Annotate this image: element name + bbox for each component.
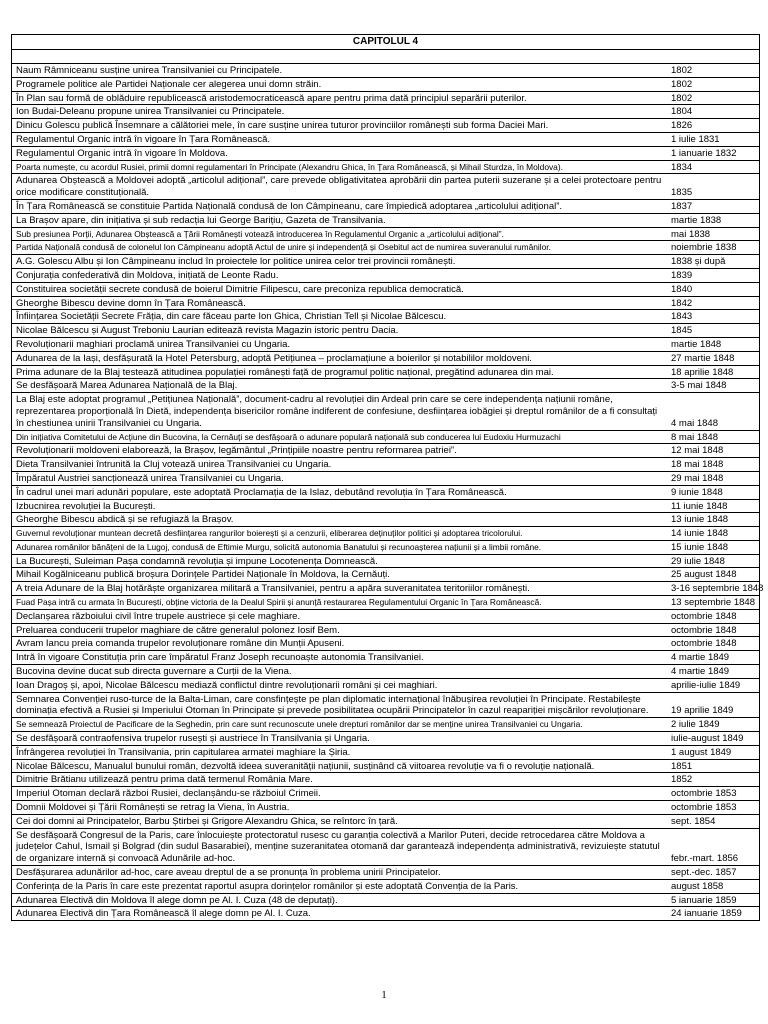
event-date: 8 mai 1848 [671, 431, 719, 443]
table-row [12, 105, 759, 119]
table-row [12, 174, 759, 200]
table-row [12, 866, 759, 880]
event-text: Sub presiunea Porții, Adunarea Obștească a Țării Românești votează introducerea în Regulamentul Organic a „articolului adițional”. [16, 228, 504, 239]
event-date: 1 iulie 1831 [671, 133, 720, 145]
table-row [12, 92, 759, 106]
event-text: Preluarea conducerii trupelor maghiare de către generalul polonez Iosif Bem. [16, 624, 340, 636]
event-text: Prima adunare de la Blaj testează atitudinea populației românești față de programul politic național, pregătind adunarea din mai. [16, 366, 554, 378]
table-row [12, 527, 759, 541]
event-text: A treia Adunare de la Blaj hotărăște organizarea militară a Transilvaniei, pentru a apăra suveranitatea teritoriilor românești. [16, 583, 530, 595]
event-text: Imperiul Otoman declară război Rusiei, declanșându-se războiul Crimeii. [16, 788, 321, 800]
event-date: 9 iunie 1848 [671, 486, 723, 498]
event-text: Domnii Moldovei și Țării Românești se retrag la Viena, în Austria. [16, 802, 290, 814]
event-text: Nicolae Bălcescu și August Treboniu Laurian editează revista Magazin istoric pentru Dacia. [16, 325, 399, 337]
event-text: Cei doi domni ai Principatelor, Barbu Știrbei și Grigore Alexandru Ghica, se reîntorc în țară. [16, 815, 398, 827]
event-text: Se semnează Proiectul de Pacificare de la Seghedin, prin care sunt recunoscute unele drepturi românilor dar se menține unirea Transilvaniei cu Ungaria. [16, 719, 583, 730]
table-row [12, 637, 759, 651]
event-text: Regulamentul Organic intră în vigoare în Țara Românească. [16, 133, 270, 145]
event-text: Naum Râmniceanu susține unirea Transilvaniei cu Principatele. [16, 65, 283, 76]
event-text: Declanșarea războiului civil între trupele austriece și cele maghiare. [16, 610, 301, 622]
event-date: august 1858 [671, 880, 724, 892]
event-text: Se desfășoară contraofensiva trupelor rusești și austriece în Transilvania și Ungaria. [16, 733, 370, 745]
table-row [12, 582, 764, 596]
event-date: 1802 [671, 92, 693, 104]
event-date: 13 iunie 1848 [671, 514, 729, 526]
event-date: octombrie 1848 [671, 638, 737, 650]
event-date: 1851 [671, 760, 693, 772]
table-row [12, 324, 759, 338]
event-date: 1802 [671, 78, 693, 90]
event-date: 1838 și după [671, 256, 726, 268]
event-text: Fuad Pașa intră cu armata în București, obține victoria de la Dealul Spirii și anunță restaurarea Regulamentului Organic în Țara Românească. [16, 597, 542, 608]
event-text: Ion Budai-Deleanu propune unirea Transilvaniei cu Principatele. [16, 106, 285, 118]
event-text: Adunarea românilor bănățeni de la Lugoj, condusă de Eftimie Murgu, solicită autonomia Banatului și recunoașterea națiunii și a limbii române. [16, 541, 542, 552]
table-row [12, 228, 759, 242]
event-text: Adunarea Obștească a Moldovei adoptă „articolul adițional”, care prevede obligativitatea aprobării din partea puterii suzerane și a celei protectoare pentru orice modificare constituțională. [16, 175, 662, 199]
event-text: Se desfășoară Congresul de la Paris, care înlocuiește protectoratul rusesc cu garanția colectivă a Marilor Puteri, decide retrocedarea către Moldova a județelor Cahul, Ismail și Bolgrad (din sudul Basarabiei), menține suzeranitatea otomană dar garantează independența administrativă, revizuiește statutul de organizare internă și convoacă Adunările ad-hoc. [16, 829, 660, 865]
event-text: Mihail Kogălniceanu publică broșura Dorințele Partidei Naționale în Moldova, la Cernăuți. [16, 569, 390, 581]
blank-row [12, 50, 759, 64]
event-date: 3-5 mai 1848 [671, 380, 727, 392]
event-text: Dimitrie Brătianu utilizează pentru prima dată termenul România Mare. [16, 774, 313, 786]
table-row [12, 338, 759, 352]
table-row [12, 907, 759, 921]
table-row [12, 651, 759, 665]
event-text: Înființarea Societății Secrete Frăția, din care făceau parte Ion Ghica, Christian Tell și Nicolae Bălcescu. [16, 311, 447, 323]
event-text: A.G. Golescu Albu și Ion Câmpineanu includ în proiectele lor politice unirea celor trei provincii românești. [16, 256, 456, 268]
event-text: În Țara Românească se constituie Partida Națională condusă de Ion Câmpineanu, care împiedică adoptarea „articolului adițional”. [16, 200, 563, 212]
table-row [12, 241, 759, 255]
table-row [12, 214, 759, 228]
event-text: Se desfășoară Marea Adunarea Națională de la Blaj. [16, 380, 238, 392]
event-date: 1835 [671, 187, 693, 199]
event-date: 1842 [671, 297, 693, 309]
table-row [12, 679, 759, 693]
event-date: febr.-mart. 1856 [671, 853, 739, 865]
event-date: octombrie 1848 [671, 624, 737, 636]
event-date: 13 septembrie 1848 [671, 597, 755, 609]
event-text: Gheorghe Bibescu abdică și se refugiază la Brașov. [16, 514, 234, 526]
table-row [12, 787, 759, 801]
event-date: 12 mai 1848 [671, 445, 724, 457]
event-text: Bucovina devine ducat sub directa guvernare a Curții de la Viena. [16, 666, 292, 678]
event-text: Gheorghe Bibescu devine domn în Țara Românească. [16, 297, 246, 309]
event-date: aprilie-iulie 1849 [671, 679, 741, 691]
table-row [12, 283, 759, 297]
event-date: 1837 [671, 200, 693, 212]
table-row [12, 718, 759, 732]
table-row [12, 880, 759, 894]
event-text: Dieta Transilvaniei întrunită la Cluj votează unirea Transilvaniei cu Ungaria. [16, 459, 332, 471]
table-row [12, 161, 759, 175]
event-text: Ioan Dragoș și, apoi, Nicolae Bălcescu mediază conflictul dintre revoluționarii români și cei maghiari. [16, 679, 438, 691]
event-text: Constituirea societății secrete condusă de boierul Dimitrie Filipescu, care preconiza republica democratică. [16, 283, 464, 295]
table-row [12, 746, 759, 760]
table-row [12, 472, 759, 486]
chronology-table [11, 34, 764, 921]
table-row [12, 693, 759, 719]
event-text: Adunarea de la Iași, desfășurată la Hotel Petersburg, adoptă Petițiunea – proclamațiune a boierilor și notabililor moldoveni. [16, 352, 532, 364]
event-date: 18 mai 1848 [671, 459, 724, 471]
event-date: 4 mai 1848 [671, 417, 719, 429]
table-row [12, 310, 759, 324]
event-date: noiembrie 1838 [671, 242, 737, 254]
event-text: Desfășurarea adunărilor ad-hoc, care aveau dreptul de a se pronunța în problema unirii Principatelor. [16, 867, 441, 879]
event-date: 29 iulie 1848 [671, 555, 725, 567]
event-date: 1804 [671, 106, 693, 118]
event-date: iulie-august 1849 [671, 733, 744, 745]
event-text: Dinicu Golescu publică Însemnare a călătoriei mele, în care susține unirea tuturor provinciilor românești sub forma Daciei Mari. [16, 120, 549, 132]
table-row [12, 760, 759, 774]
table-row [12, 444, 759, 458]
event-text: Intră în vigoare Constituția prin care împăratul Franz Joseph recunoaște autonomia Transilvaniei. [16, 652, 424, 664]
event-date: 2 iulie 1849 [671, 719, 720, 731]
table-row [12, 133, 759, 147]
event-text: Conjurația confederativă din Moldova, inițiată de Leonte Radu. [16, 269, 279, 281]
table-row [12, 458, 759, 472]
event-date: 4 martie 1849 [671, 666, 730, 678]
event-text: Împăratul Austriei sancționează unirea Transilvaniei cu Ungaria. [16, 472, 284, 484]
event-text: Revoluționarii maghiari proclamă unirea Transilvaniei cu Ungaria. [16, 338, 291, 350]
table-row [12, 513, 759, 527]
table-row [12, 610, 759, 624]
event-text: Revoluționarii moldoveni elaborează, la Brașov, legământul „Prințipiile noastre pentru reformarea patriei”. [16, 445, 457, 457]
event-text: Înfrângerea revoluției în Transilvania, prin capitularea armatei maghiare la Șiria. [16, 746, 351, 758]
table-row [12, 596, 759, 610]
table-row [12, 815, 759, 829]
event-date: 1 ianuarie 1832 [671, 147, 737, 159]
event-date: mai 1838 [671, 228, 711, 240]
event-date: octombrie 1853 [671, 788, 737, 800]
chapter-header-row [12, 35, 759, 50]
event-date: octombrie 1848 [671, 610, 737, 622]
table-row [12, 297, 759, 311]
event-text: În cadrul unei mari adunări populare, este adoptată Proclamația de la Islaz, debutând revoluția în Țara Românească. [16, 486, 507, 498]
event-text: Poarta numește, cu acordul Rusiei, primii domni regulamentari în Principate (Alexandru Ghica, în Țara Românească, și Mihail Sturdza, în Moldova). [16, 161, 563, 172]
event-date: 11 iunie 1848 [671, 500, 728, 512]
chapter-title: CAPITOLUL 4 [352, 36, 419, 47]
event-date: martie 1838 [671, 214, 722, 226]
table-row [12, 379, 759, 393]
event-date: 1834 [671, 161, 693, 173]
event-date: 5 ianuarie 1859 [671, 894, 737, 906]
event-date: sept. 1854 [671, 815, 716, 827]
table-row [12, 773, 759, 787]
event-text: Avram Iancu preia comanda trupelor revoluționare române din Munții Apuseni. [16, 638, 345, 650]
event-date: 1843 [671, 311, 693, 323]
table-row [12, 829, 759, 866]
table-row [12, 200, 759, 214]
event-date: 25 august 1848 [671, 569, 737, 581]
event-date: 1826 [671, 120, 693, 132]
event-text: La Blaj este adoptat programul „Petițiunea Națională”, document-cadru al revoluției din Ardeal prin care se cere independența națiunii române, reprezentarea proporțională în Dietă, independența bisericilor române indiferent de confesiune, desființarea iobăgiei și dreptul românilor de a fi consultați în chestiunea unirii Transilvaniei cu Ungaria. [16, 394, 658, 429]
event-date: 1845 [671, 325, 693, 337]
table-row [12, 568, 759, 582]
table-row [12, 500, 759, 514]
event-text: Conferința de la Paris în care este prezentat raportul asupra dorințelor românilor și este adoptată Convenția de la Paris. [16, 880, 519, 892]
event-text: Nicolae Bălcescu, Manualul bunului român, dezvoltă ideea suveranității națiunii, susținând că viitoarea revoluție va fi o revoluție națională. [16, 760, 595, 772]
event-date: martie 1848 [671, 338, 722, 350]
event-date: 1852 [671, 774, 693, 786]
event-date: 1 august 1849 [671, 746, 732, 758]
event-text: Semnarea Convenției ruso-turce de la Balta-Liman, care consfințește pe plan diplomatic internațional înăbușirea revoluției în Principate. Restabilește dominația efectivă a Rusiei și Imperiului Otoman în Principate și prevede posibilitatea ocupării Principatelor în cazul reapariției mișcărilor revoluționare. [16, 693, 649, 717]
event-text: La Brașov apare, din inițiativa și sub redacția lui George Barițiu, Gazeta de Transilvania. [16, 214, 386, 226]
event-date: 1802 [671, 65, 693, 76]
table-row [12, 555, 759, 569]
table-row [12, 541, 759, 555]
event-date: 27 martie 1848 [671, 352, 735, 364]
event-date: 1839 [671, 269, 693, 281]
event-text: Adunarea Electivă din Moldova îl alege domn pe Al. I. Cuza (48 de deputați). [16, 894, 338, 906]
event-date: octombrie 1853 [671, 802, 737, 814]
table-row [12, 732, 759, 746]
table-row [12, 269, 759, 283]
table-row [12, 119, 759, 133]
table-row [12, 393, 759, 430]
table-row [12, 431, 759, 445]
table-row [12, 366, 759, 380]
event-text: Guvernul revoluționar muntean decretă desființarea rangurilor boierești și a cenzurii, eliberarea deținuților politici și adoptarea tricolorului. [16, 528, 523, 539]
event-date: 24 ianuarie 1859 [671, 908, 742, 920]
event-text: Programele politice ale Partidei Naționale cer alegerea unui domn străin. [16, 78, 322, 90]
table-row [12, 352, 759, 366]
event-date: 18 aprilie 1848 [671, 366, 734, 378]
event-date: sept.-dec. 1857 [671, 867, 737, 879]
event-text: La București, Suleiman Pașa condamnă revoluția și impune Locotenența Domnească. [16, 555, 378, 567]
page-number: 1 [381, 989, 387, 1001]
event-date: 1840 [671, 283, 693, 295]
event-date: 15 iunie 1848 [671, 541, 729, 553]
table-row [12, 801, 759, 815]
event-date: 19 aprilie 1849 [671, 705, 734, 717]
table-row [12, 665, 759, 679]
event-date: 3-16 septembrie 1848 [671, 583, 764, 595]
table-row [12, 147, 759, 161]
event-date: 4 martie 1849 [671, 652, 730, 664]
event-text: Din inițiativa Comitetului de Acțiune din Bucovina, la Cernăuți se desfășoară o adunare populară națională sub conducerea lui Eudoxiu Hurmuzachi [16, 431, 561, 442]
table-row [12, 894, 759, 908]
table-row [12, 624, 759, 638]
table-row [12, 64, 759, 78]
event-text: În Plan sau formă de oblăduire republicească aristodemocraticească apare pentru prima dată principiul separării puterilor. [16, 92, 527, 104]
event-text: Adunarea Electivă din Țara Românească îl alege domn pe Al. I. Cuza. [16, 908, 311, 920]
event-text: Regulamentul Organic intră în vigoare în Moldova. [16, 147, 228, 159]
event-text: Partida Națională condusă de colonelul Ion Câmpineanu adoptă Actul de unire și independență și Osebitul act de numirea suveranului rumânilor. [16, 242, 551, 253]
table-row [12, 255, 759, 269]
table-body [12, 64, 764, 921]
table-row [12, 78, 759, 92]
table-row [12, 486, 759, 500]
event-text: Izbucnirea revoluției la București. [16, 500, 156, 512]
event-date: 14 iunie 1848 [671, 528, 729, 540]
event-date: 29 mai 1848 [671, 472, 724, 484]
